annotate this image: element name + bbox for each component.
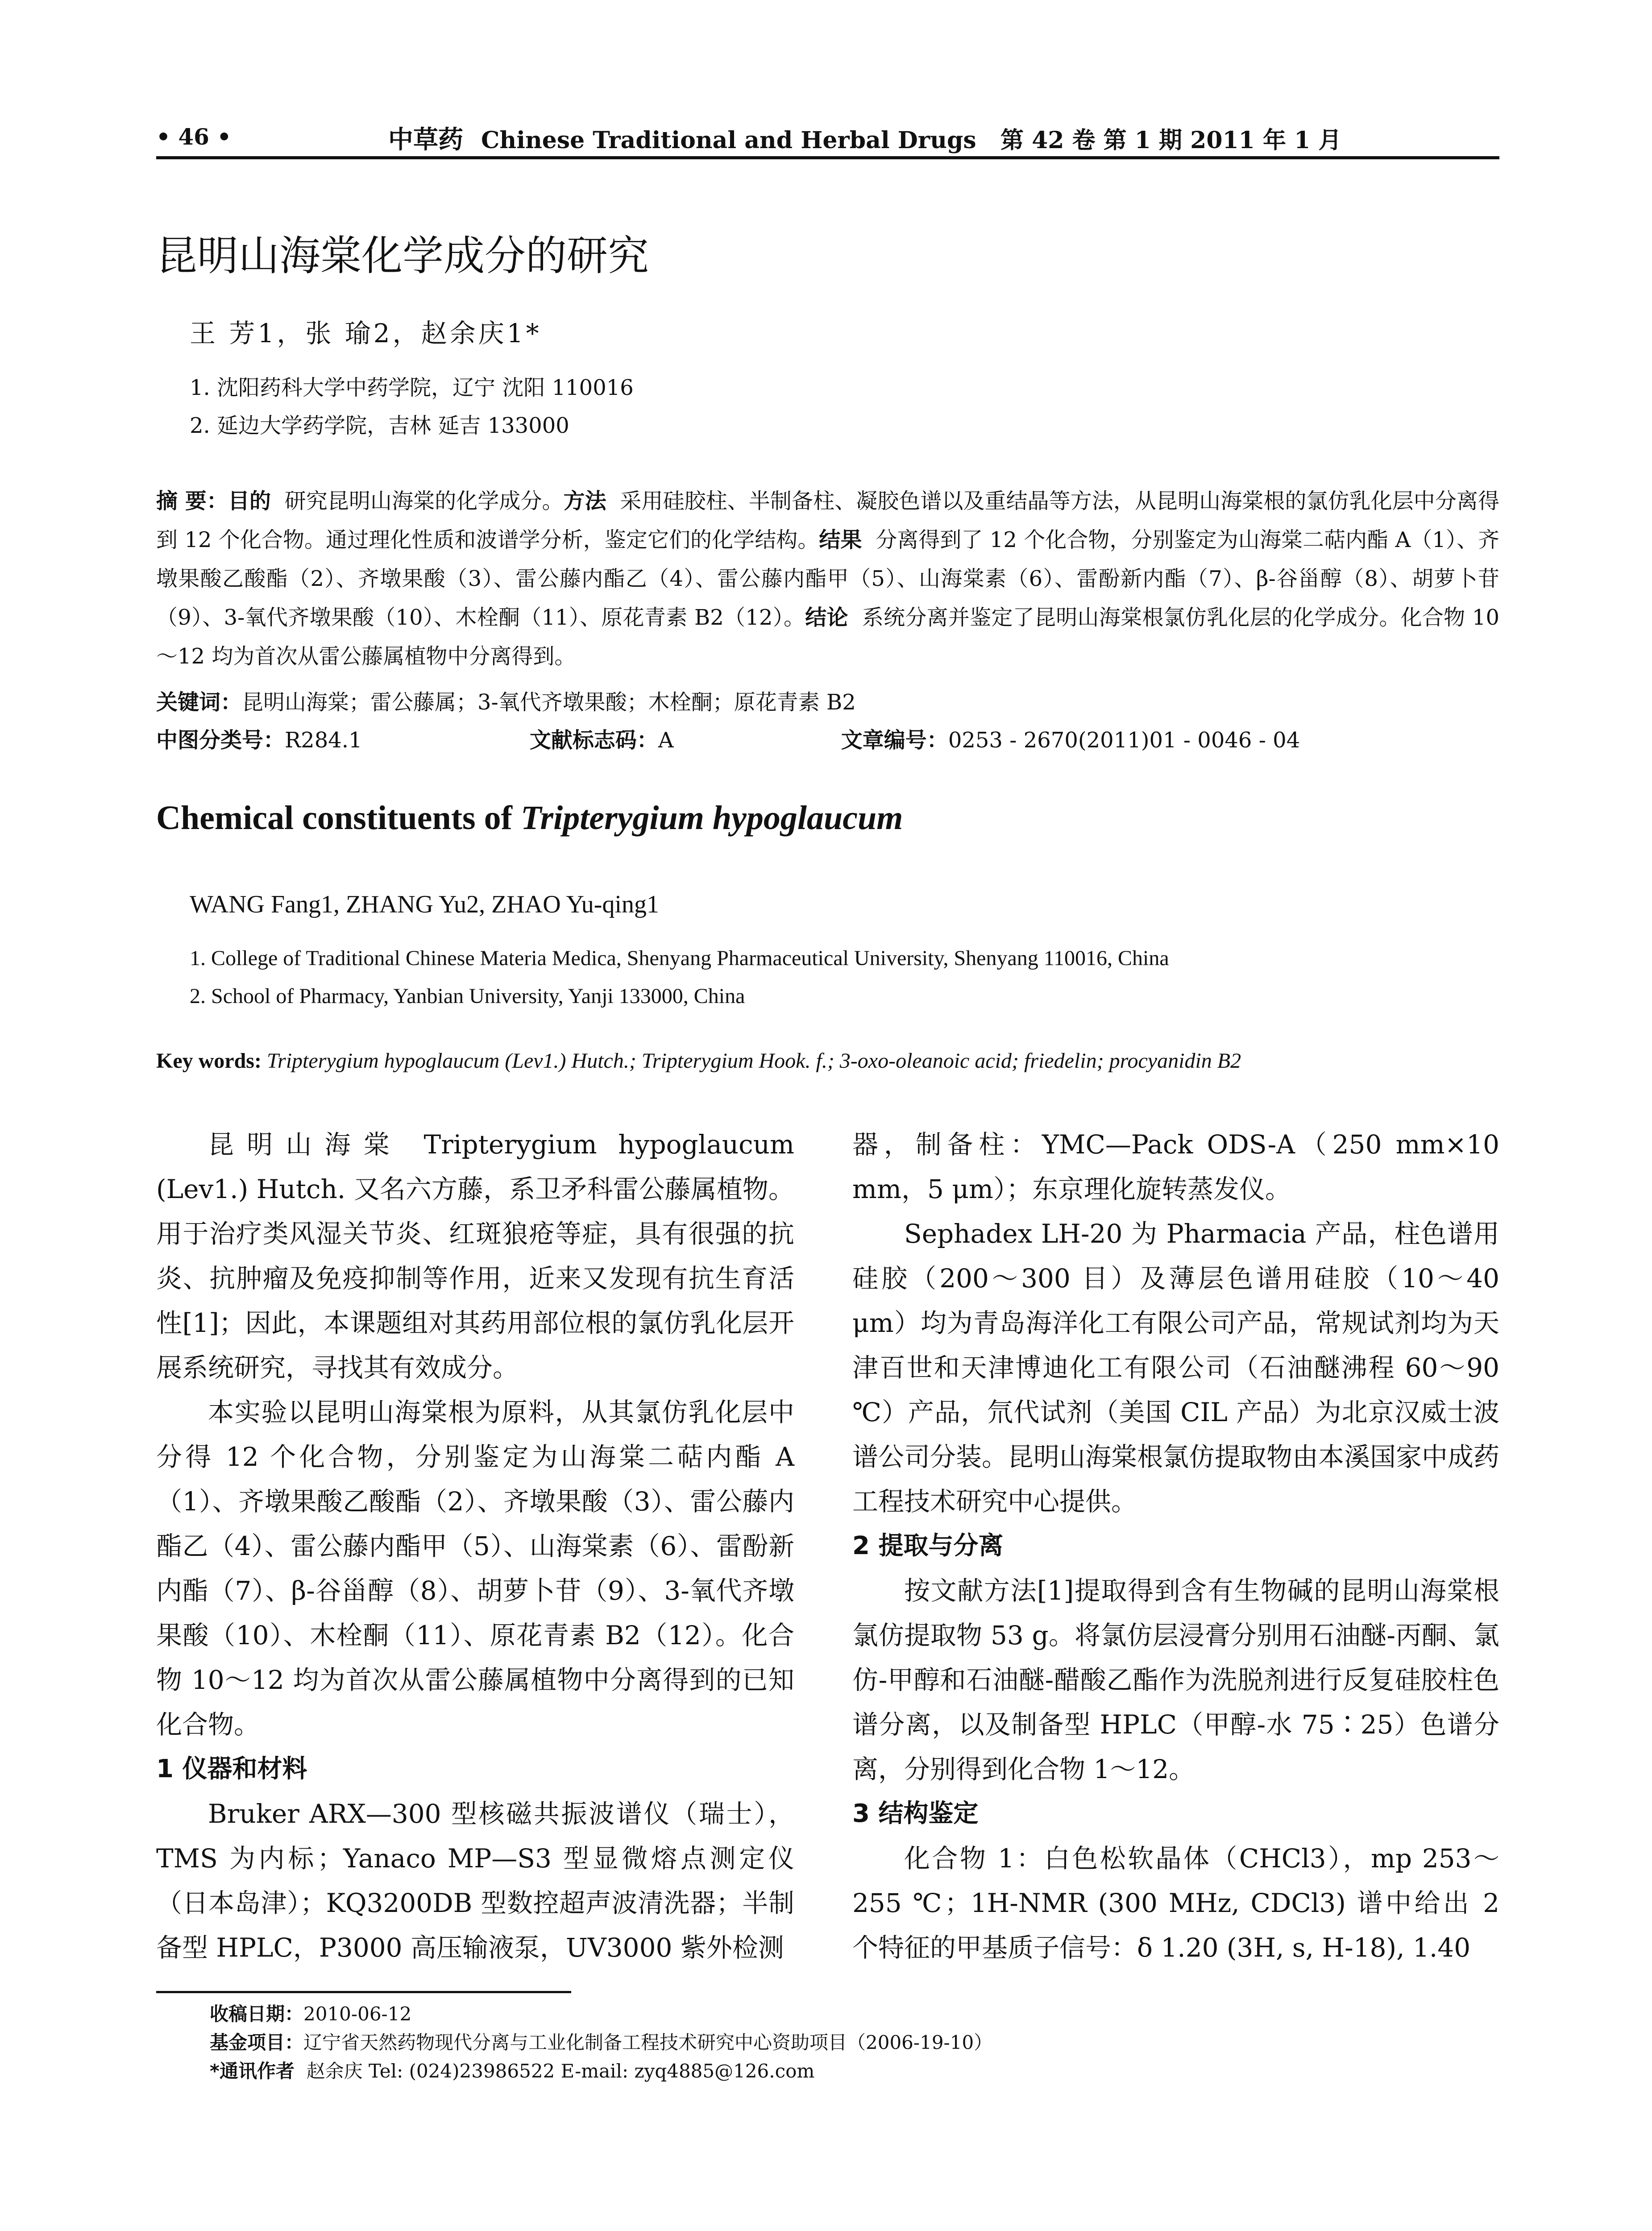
header-rule [156,156,1499,159]
journal-issue: 第 42 卷 第 1 期 2011 年 1 月 [1000,127,1342,154]
footnotes [210,2000,992,2086]
footnote-rule [156,1991,571,1993]
keywords-en-text: Tripterygium hypoglaucum (Lev1.) Hutch.; Tripterygium Hook. f.; 3-oxo-oleanoic acid; friedelin; procyanidin B2 [266,1049,1241,1073]
fund-info: 基金项目：辽宁省天然药物现代分离与工业化制备工程技术研究中心资助项目（2006-19-10） [210,2032,993,2053]
body-paragraph: Bruker ARX—300 型核磁共振波谱仪（瑞士），TMS 为内标；Yanaco MP—S3 型显微熔点测定仪（日本岛津）；KQ3200DB 型数控超声波清洗器；半制备型 HPLC，P3000 高压输液泵，UV3000 紫外检测 [156,1799,794,1963]
abstract-label: 摘 要： [156,489,228,514]
authors-cn: 王 芳1，张 瑜2，赵余庆1* [190,318,542,348]
body-paragraph: 本实验以昆明山海棠根为原料，从其氯仿乳化层中分得 12 个化合物，分别鉴定为山海棠二萜内酯 A（1）、齐墩果酸乙酸酯（2）、齐墩果酸（3）、雷公藤内酯乙（4）、雷公藤内酯甲（5）、山海棠素（6）、雷酚新内酯（7）、β-谷甾醇（8）、胡萝卜苷（9）、3-氧代齐墩果酸（10）、木栓酮（11）、原花青素 B2（12）。化合物 10～12 均为首次从雷公藤属植物中分离得到的已知化合物。 [156,1397,794,1740]
affiliation-cn-2: 2. 延边大学药学院，吉林 延吉 133000 [190,413,569,438]
affiliation-en-2: 2. School of Pharmacy, Yanbian University, Yanji 133000, China [190,984,745,1008]
authors-en: WANG Fang1, ZHANG Yu2, ZHAO Yu-qing1 [190,891,659,918]
page-number: • 46 • [156,124,232,150]
corresponding-author: *通讯作者 赵余庆 Tel: (024)23986522 E-mail: zyq4885@126.com [210,2060,815,2082]
journal-line [388,120,1341,156]
body-column-right [852,1122,1499,1970]
keywords-en-label: Key words: [156,1049,261,1073]
article-number: 文章编号：0253 - 2670(2011)01 - 0046 - 04 [841,728,1300,753]
affiliation-en-1: 1. College of Traditional Chinese Materia Medica, Shenyang Pharmaceutical University, Shenyang 110016, China [190,946,1169,970]
journal-name-en: Chinese Traditional and Herbal Drugs [481,127,976,154]
objective-text: 研究昆明山海棠的化学成分。 [284,489,564,514]
keywords-label: 关键词： [156,690,242,715]
species-name: Tripterygium hypoglaucum [520,799,903,837]
result-label: 结果 [819,527,862,552]
body-paragraph: Sephadex LH-20 为 Pharmacia 产品，柱色谱用硅胶（200～300 目）及薄层色谱用硅胶（10～40 μm）均为青岛海洋化工有限公司产品，常规试剂均为天津百世和天津博迪化工有限公司（石油醚沸程 60～90 ℃）产品，氘代试剂（美国 CIL 产品）为北京汉威士波谱公司分装。昆明山海棠根氯仿提取物由本溪国家中成药工程技术研究中心提供。 [852,1219,1500,1517]
body-paragraph: 器，制备柱：YMC—Pack ODS-A（250 mm×10 mm，5 μm）；东京理化旋转蒸发仪。 [852,1129,1499,1204]
body-paragraph: 昆明山海棠 Tripterygium hypoglaucum (Lev1.) Hutch. 又名六方藤，系卫矛科雷公藤属植物。用于治疗类风湿关节炎、红斑狼疮等症，具有很强的抗炎、抗肿瘤及免疫抑制等作用，近来又发现有抗生育活性[1]；因此，本课题组对其药用部位根的氯仿乳化层开展系统研究，寻找其有效成分。 [156,1129,794,1383]
page-title-en: Chemical constituents of Tripterygium hypoglaucum [156,799,903,837]
section-heading: 2 提取与分离 [852,1531,1004,1560]
conclusion-label: 结论 [805,605,848,630]
body-paragraph: 化合物 1：白色松软晶体（CHCl3），mp 253～255 ℃；1H-NMR (300 MHz, CDCl3) 谱中给出 2 个特征的甲基质子信号：δ 1.20 (3H, s, H-18), 1.40 [852,1843,1499,1963]
conclusion-text: 系统分离并鉴定了昆明山海棠根氯仿乳化层的化学成分。化合物 10～12 均为首次从雷公藤属植物中分离得到。 [156,605,1499,669]
keywords-en [156,1049,1241,1073]
objective-label: 目的 [228,489,271,514]
body-column-left [156,1122,794,1970]
method-text: 采用硅胶柱、半制备柱、凝胶色谱以及重结晶等方法，从昆明山海棠根的氯仿乳化层中分离得到 12 个化合物。通过理化性质和波谱学分析，鉴定它们的化学结构。 [156,489,1500,552]
section-heading: 3 结构鉴定 [852,1799,979,1828]
running-header [156,114,1499,158]
received-date: 收稿日期：2010-06-12 [210,2003,412,2025]
class-number: 中图分类号：R284.1 [156,728,362,753]
abstract-cn [156,482,1499,676]
page-title-cn: 昆明山海棠化学成分的研究 [156,232,649,280]
method-label: 方法 [563,489,606,514]
doc-code: 文献标志码：A [529,728,674,753]
keywords-cn [156,685,856,716]
affiliation-cn-1: 1. 沈阳药科大学中药学院，辽宁 沈阳 110016 [190,375,634,400]
body-paragraph: 按文献方法[1]提取得到含有生物碱的昆明山海棠根氯仿提取物 53 g。将氯仿层浸膏分别用石油醚-丙酮、氯仿-甲醇和石油醚-醋酸乙酯作为洗脱剂进行反复硅胶柱色谱分离，以及制备型 HPLC（甲醇-水 75∶25）色谱分离，分别得到化合物 1～12。 [852,1576,1499,1784]
journal-name-cn: 中草药 [388,125,463,154]
classification-row [156,723,1461,754]
keywords-text: 昆明山海棠；雷公藤属；3-氧代齐墩果酸；木栓酮；原花青素 B2 [242,690,856,715]
section-heading: 1 仪器和材料 [156,1754,307,1783]
result-text: 分离得到了 12 个化合物，分别鉴定为山海棠二萜内酯 A（1）、齐墩果酸乙酸酯（2）、齐墩果酸（3）、雷公藤内酯乙（4）、雷公藤内酯甲（5）、山海棠素（6）、雷酚新内酯（7）、β-谷甾醇（8）、胡萝卜苷（9）、3-氧代齐墩果酸（10）、木栓酮（11）、原花青素 B2（12）。 [156,527,1499,630]
